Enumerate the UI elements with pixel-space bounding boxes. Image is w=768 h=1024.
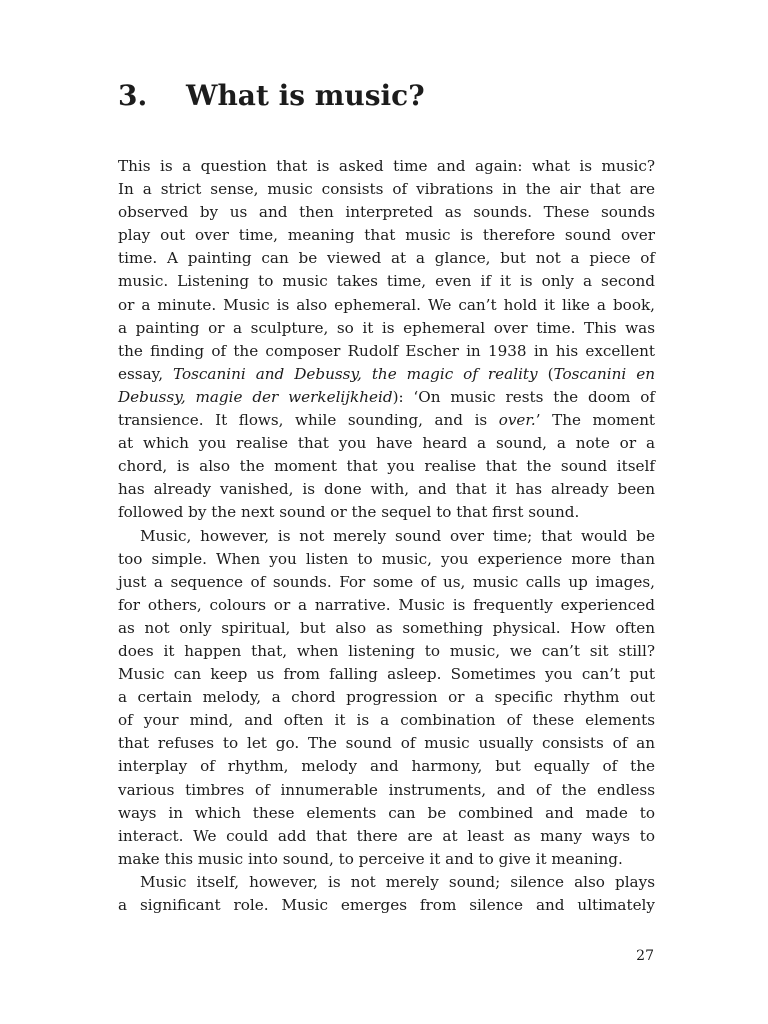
text-run: as not only spiritual, but also as something physical. How often <box>118 618 655 637</box>
text-line <box>118 594 655 617</box>
text-run: a painting or a sculpture, so it is ephemeral over time. This was <box>118 318 655 337</box>
text-run: that refuses to let go. The sound of music usually consists of an <box>118 734 655 753</box>
page-number: 27 <box>636 948 654 964</box>
text-run: essay, <box>118 364 173 383</box>
text-run: ( <box>537 364 554 383</box>
text-run: ): ‘On music rests the doom of <box>392 387 655 406</box>
text-run: This is a question that is asked time and again: what is music? <box>118 157 655 175</box>
text-run: Music itself, however, is not merely sound; silence also plays <box>140 872 655 891</box>
text-run: various timbres of innumerable instruments, and of the endless <box>118 780 655 799</box>
text-line <box>118 617 655 640</box>
text-run: followed by the next sound or the sequel to that first sound. <box>118 503 580 522</box>
text-run: does it happen that, when listening to music, we can’t sit still? <box>118 641 655 660</box>
text-line <box>118 317 655 340</box>
text-line <box>118 663 655 686</box>
text-run: too simple. When you listen to music, you experience more than <box>118 549 655 568</box>
text-line <box>118 294 655 317</box>
text-line <box>118 709 655 732</box>
text-run: a significant role. Music emerges from silence and ultimately <box>118 896 655 914</box>
text-run: ways in which these elements can be combined and made to <box>118 803 655 822</box>
italic-emphasis: over. <box>498 411 536 430</box>
text-line <box>118 201 655 224</box>
text-run: ’ The moment <box>535 411 656 430</box>
text-run: observed by us and then interpreted as sounds. These sounds <box>118 203 655 222</box>
paragraph <box>118 871 655 917</box>
text-line <box>118 848 655 871</box>
text-run: a certain melody, a chord progression or a specific rhythm out <box>118 688 655 707</box>
text-line <box>118 340 655 363</box>
text-run: has already vanished, is done with, and that it has already been <box>118 480 655 499</box>
text-run: of your mind, and often it is a combination of these elements <box>118 711 655 730</box>
text-line <box>118 825 655 848</box>
text-line <box>118 640 655 663</box>
text-run: just a sequence of sounds. For some of us, music calls up images, <box>118 572 655 591</box>
text-run: Music can keep us from falling asleep. Sometimes you can’t put <box>118 665 655 684</box>
text-line <box>118 525 655 548</box>
paragraph <box>118 155 655 525</box>
text-line <box>118 755 655 778</box>
text-line <box>118 802 655 825</box>
text-line <box>118 686 655 709</box>
text-line <box>118 455 655 478</box>
text-run: chord, is also the moment that you realise that the sound itself <box>118 457 655 476</box>
text-line <box>118 779 655 802</box>
text-line <box>118 386 655 409</box>
text-line <box>118 548 655 571</box>
text-run: transience. It flows, while sounding, and is <box>118 411 499 430</box>
text-run: the finding of the composer Rudolf Escher in 1938 in his excellent <box>118 341 655 360</box>
text-line <box>118 247 655 270</box>
text-run: or a minute. Music is also ephemeral. We can’t hold it like a book, <box>118 295 655 314</box>
chapter-heading <box>118 74 658 118</box>
text-line <box>118 478 655 501</box>
chapter-title: What is music? <box>186 79 425 112</box>
text-line <box>118 732 655 755</box>
paragraph <box>118 525 655 871</box>
italic-title: Toscanini en <box>553 364 655 383</box>
body-text <box>118 155 655 917</box>
text-run: In a strict sense, music consists of vibrations in the air that are <box>118 180 655 199</box>
text-run: interact. We could add that there are at least as many ways to <box>118 826 655 845</box>
italic-title: Debussy, magie der werkelijkheid <box>118 387 393 406</box>
text-run: Music, however, is not merely sound over time; that would be <box>140 526 655 545</box>
text-line <box>118 270 655 293</box>
text-line <box>118 894 655 917</box>
text-run: time. A painting can be viewed at a glance, but not a piece of <box>118 249 655 268</box>
text-run: for others, colours or a narrative. Music is frequently experienced <box>118 595 655 614</box>
text-line <box>118 409 655 432</box>
text-run: make this music into sound, to perceive it and to give it meaning. <box>118 849 623 868</box>
text-line <box>118 224 655 247</box>
text-run: music. Listening to music takes time, even if it is only a second <box>118 272 655 291</box>
text-line <box>118 571 655 594</box>
chapter-number: 3. <box>118 79 148 112</box>
italic-title: Toscanini and Debussy, the magic of reality <box>173 364 538 383</box>
text-line <box>118 155 655 178</box>
text-line <box>118 178 655 201</box>
text-line <box>118 363 655 386</box>
text-run: at which you realise that you have heard a sound, a note or a <box>118 434 655 453</box>
text-run: interplay of rhythm, melody and harmony, but equally of the <box>118 757 655 776</box>
text-line <box>118 871 655 894</box>
text-run: play out over time, meaning that music is therefore sound over <box>118 226 655 245</box>
text-line <box>118 432 655 455</box>
text-line <box>118 501 655 524</box>
